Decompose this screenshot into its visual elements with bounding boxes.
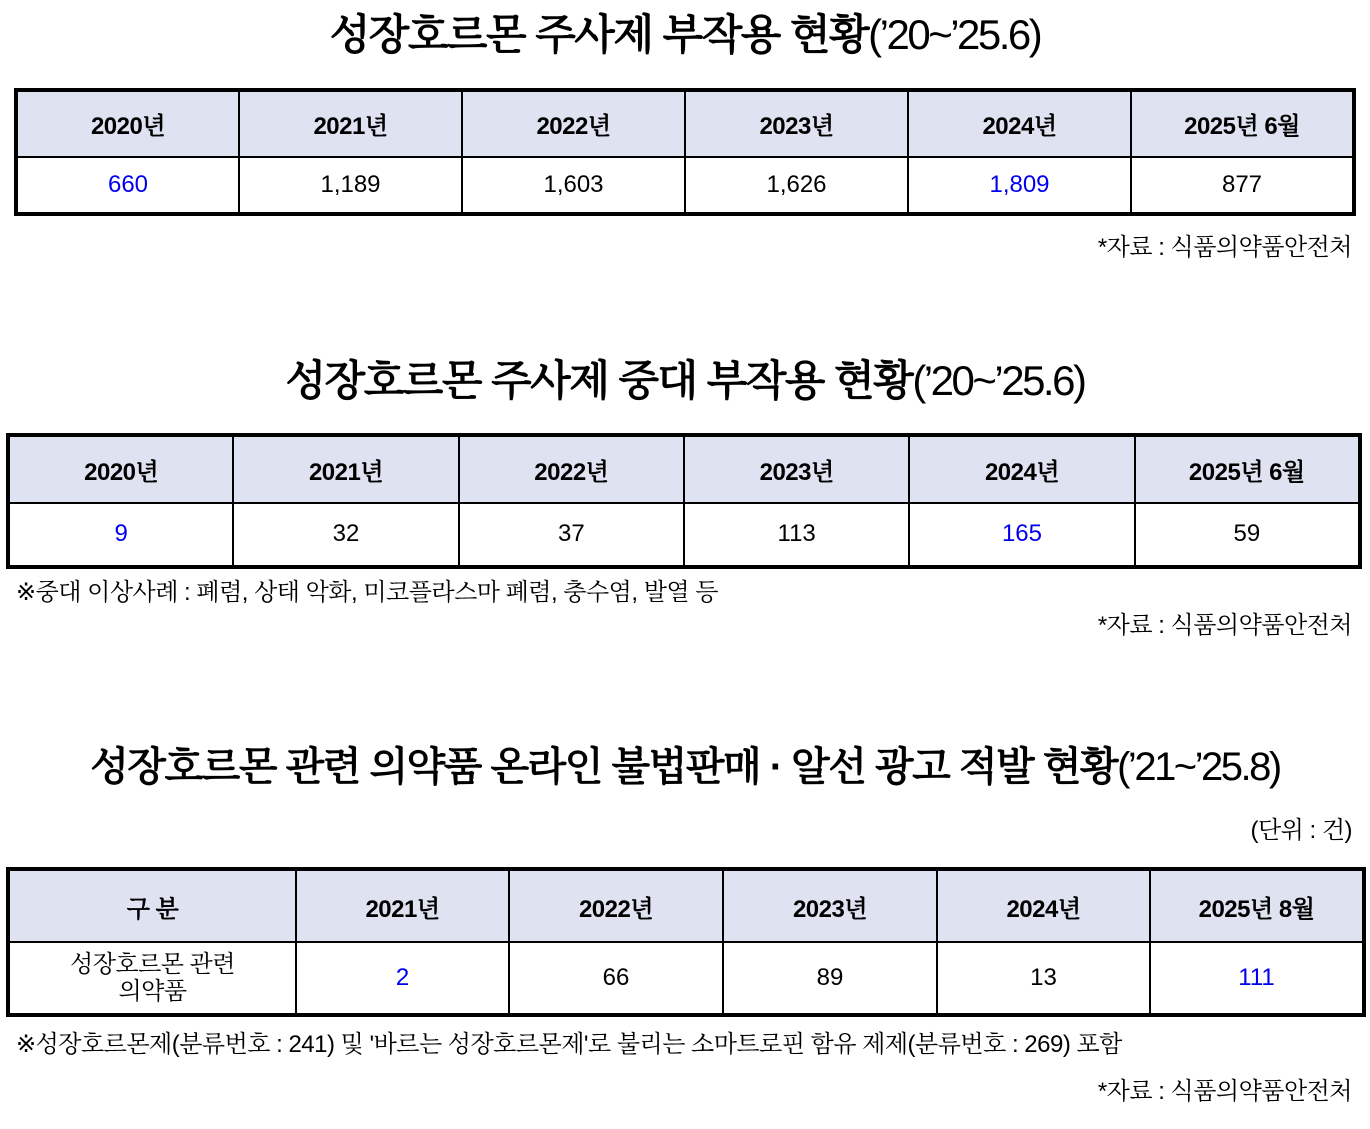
source-note: *자료 : 식품의약품안전처 [1097,611,1352,639]
header-cell: 2021년 [239,90,462,157]
header-cell: 2021년 [296,869,509,942]
header-cell: 2023년 [723,869,937,942]
header-cell-category: 구 분 [8,869,296,942]
data-cell: 1,603 [462,157,685,214]
section3-title-range: (’21~’25.8) [1117,744,1280,789]
data-cell: 1,189 [239,157,462,214]
data-cell-highlighted: 165 [909,503,1134,567]
section1-title-range: (’20~’25.6) [868,11,1041,58]
header-cell: 2024년 [909,435,1134,503]
section1-title [0,0,1370,63]
table-body [8,503,1360,567]
header-cell: 2023년 [684,435,909,503]
data-cell-highlighted: 1,809 [908,157,1131,214]
data-cell-highlighted: 2 [296,942,509,1015]
data-cell: 1,626 [685,157,908,214]
header-row [8,869,1364,942]
table-head [8,869,1364,942]
section3-title-text: 성장호르몬 관련 의약품 온라인 불법판매 · 알선 광고 적발 현황 [90,744,1118,789]
header-cell: 2025년 6월 [1135,435,1360,503]
header-row [8,435,1360,503]
source-note: *자료 : 식품의약품안전처 [1097,1078,1352,1106]
side-effects-table [14,88,1356,216]
data-cell: 37 [459,503,684,567]
header-cell: 2020년 [8,435,233,503]
data-cell: 113 [684,503,909,567]
header-cell: 2022년 [462,90,685,157]
section2-title-range: (’20~’25.6) [912,357,1085,405]
section2-title [0,354,1370,409]
data-cell-highlighted: 111 [1150,942,1364,1015]
unit-note: (단위 : 건) [1250,816,1352,844]
table-row [8,942,1364,1015]
header-cell: 2025년 6월 [1131,90,1354,157]
data-cell: 59 [1135,503,1360,567]
source-note: *자료 : 식품의약품안전처 [1097,233,1352,261]
row-label-line2: 의약품 [118,978,187,1006]
data-cell-highlighted: 660 [16,157,239,214]
table-head [8,435,1360,503]
header-row [16,90,1354,157]
data-cell: 13 [937,942,1150,1015]
data-cell: 89 [723,942,937,1015]
header-cell: 2023년 [685,90,908,157]
table-body [16,157,1354,214]
header-cell: 2025년 8월 [1150,869,1364,942]
row-label-cell [8,942,296,1015]
row-label-line1: 성장호르몬 관련 [70,950,235,978]
table-row [8,503,1360,567]
header-cell: 2021년 [233,435,458,503]
header-cell: 2022년 [509,869,723,942]
header-cell: 2024년 [908,90,1131,157]
section1-title-text: 성장호르몬 주사제 부작용 현황 [329,11,869,58]
data-cell: 32 [233,503,458,567]
header-cell: 2024년 [937,869,1150,942]
serious-side-effects-table [6,433,1362,569]
footnote: ※성장호르몬제(분류번호 : 241) 및 '바르는 성장호르몬제'로 불리는 소마트로핀 함유 제제(분류번호 : 269) 포함 [16,1031,1122,1059]
header-cell: 2020년 [16,90,239,157]
section2-title-text: 성장호르몬 주사제 중대 부작용 현황 [285,357,913,405]
illegal-online-ads-table [6,867,1366,1017]
table-row [16,157,1354,214]
section3-title [0,741,1370,793]
data-cell: 66 [509,942,723,1015]
table-body [8,942,1364,1015]
header-cell: 2022년 [459,435,684,503]
table-head [16,90,1354,157]
footnote: ※중대 이상사례 : 폐렴, 상태 악화, 미코플라스마 폐렴, 충수염, 발열 등 [16,578,718,606]
data-cell-highlighted: 9 [8,503,233,567]
data-cell: 877 [1131,157,1354,214]
